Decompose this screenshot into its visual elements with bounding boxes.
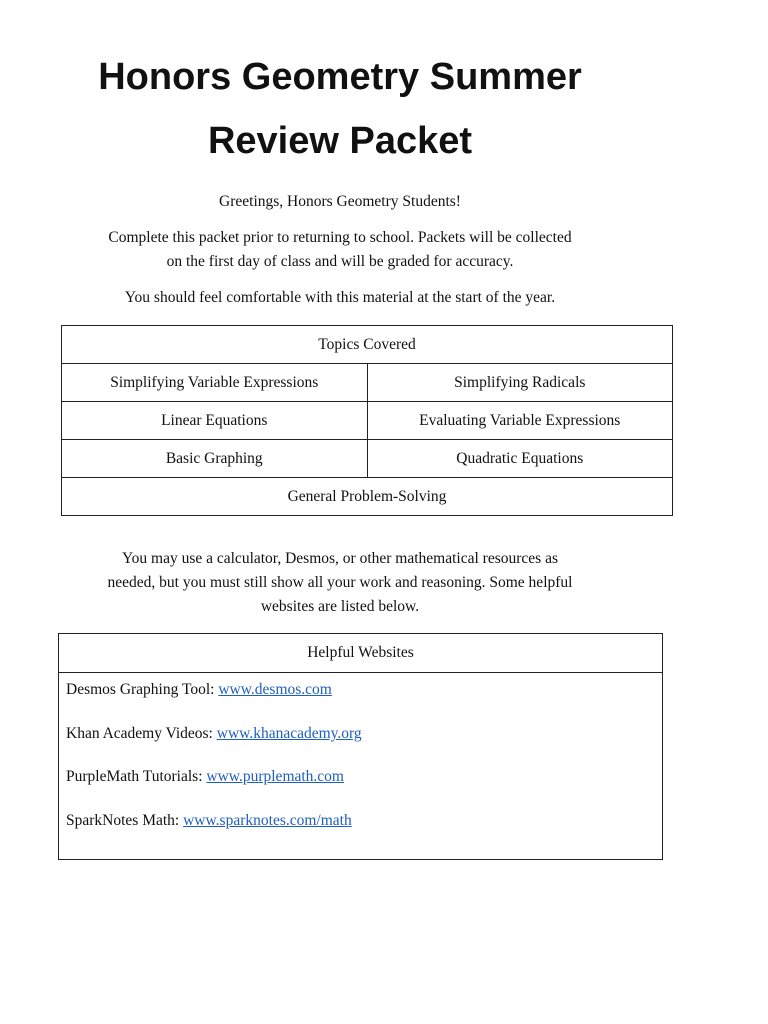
website-label: Khan Academy Videos: xyxy=(66,725,217,742)
websites-header: Helpful Websites xyxy=(59,634,662,673)
website-label: PurpleMath Tutorials: xyxy=(66,768,207,785)
topic-cell: Evaluating Variable Expressions xyxy=(367,402,673,440)
topics-header: Topics Covered xyxy=(62,326,673,364)
instructions-line-1: Complete this packet prior to returning to school. Packets will be collected xyxy=(108,229,572,246)
topic-cell-general: General Problem-Solving xyxy=(62,478,673,516)
resources-paragraph xyxy=(40,547,640,619)
list-item xyxy=(66,810,352,832)
purplemath-link[interactable]: www.purplemath.com xyxy=(206,768,344,785)
instructions-line-2: on the first day of class and will be graded for accuracy. xyxy=(166,253,514,270)
khanacademy-link[interactable]: www.khanacademy.org xyxy=(216,725,362,742)
topic-cell: Simplifying Radicals xyxy=(367,364,673,402)
desmos-link[interactable]: www.desmos.com xyxy=(218,681,332,698)
website-label: SparkNotes Math: xyxy=(66,812,184,829)
table-row xyxy=(62,440,673,478)
page-title-line-1: Honors Geometry Summer xyxy=(98,56,582,98)
websites-box xyxy=(58,633,663,860)
resources-line-3: websites are listed below. xyxy=(260,598,420,615)
topics-header-row xyxy=(62,326,673,364)
topic-cell: Basic Graphing xyxy=(62,440,368,478)
topic-cell: Linear Equations xyxy=(62,402,368,440)
website-label: Desmos Graphing Tool: xyxy=(66,681,219,698)
table-row xyxy=(62,364,673,402)
table-row xyxy=(62,402,673,440)
list-item xyxy=(66,679,332,701)
list-item xyxy=(66,723,362,745)
topics-table xyxy=(61,325,673,516)
greeting-text: Greetings, Honors Geometry Students! xyxy=(219,193,461,210)
topic-cell: Simplifying Variable Expressions xyxy=(62,364,368,402)
topic-cell: Quadratic Equations xyxy=(367,440,673,478)
resources-line-2: needed, but you must still show all your work and reasoning. Some helpful xyxy=(107,574,573,591)
instructions-paragraph xyxy=(30,226,650,274)
resources-line-1: You may use a calculator, Desmos, or other mathematical resources as xyxy=(122,550,558,567)
list-item xyxy=(66,766,344,788)
sparknotes-link[interactable]: www.sparknotes.com/math xyxy=(183,812,352,829)
comfortable-text: You should feel comfortable with this material at the start of the year. xyxy=(124,289,556,306)
page-title-line-2: Review Packet xyxy=(207,120,473,162)
topics-footer-row xyxy=(62,478,673,516)
